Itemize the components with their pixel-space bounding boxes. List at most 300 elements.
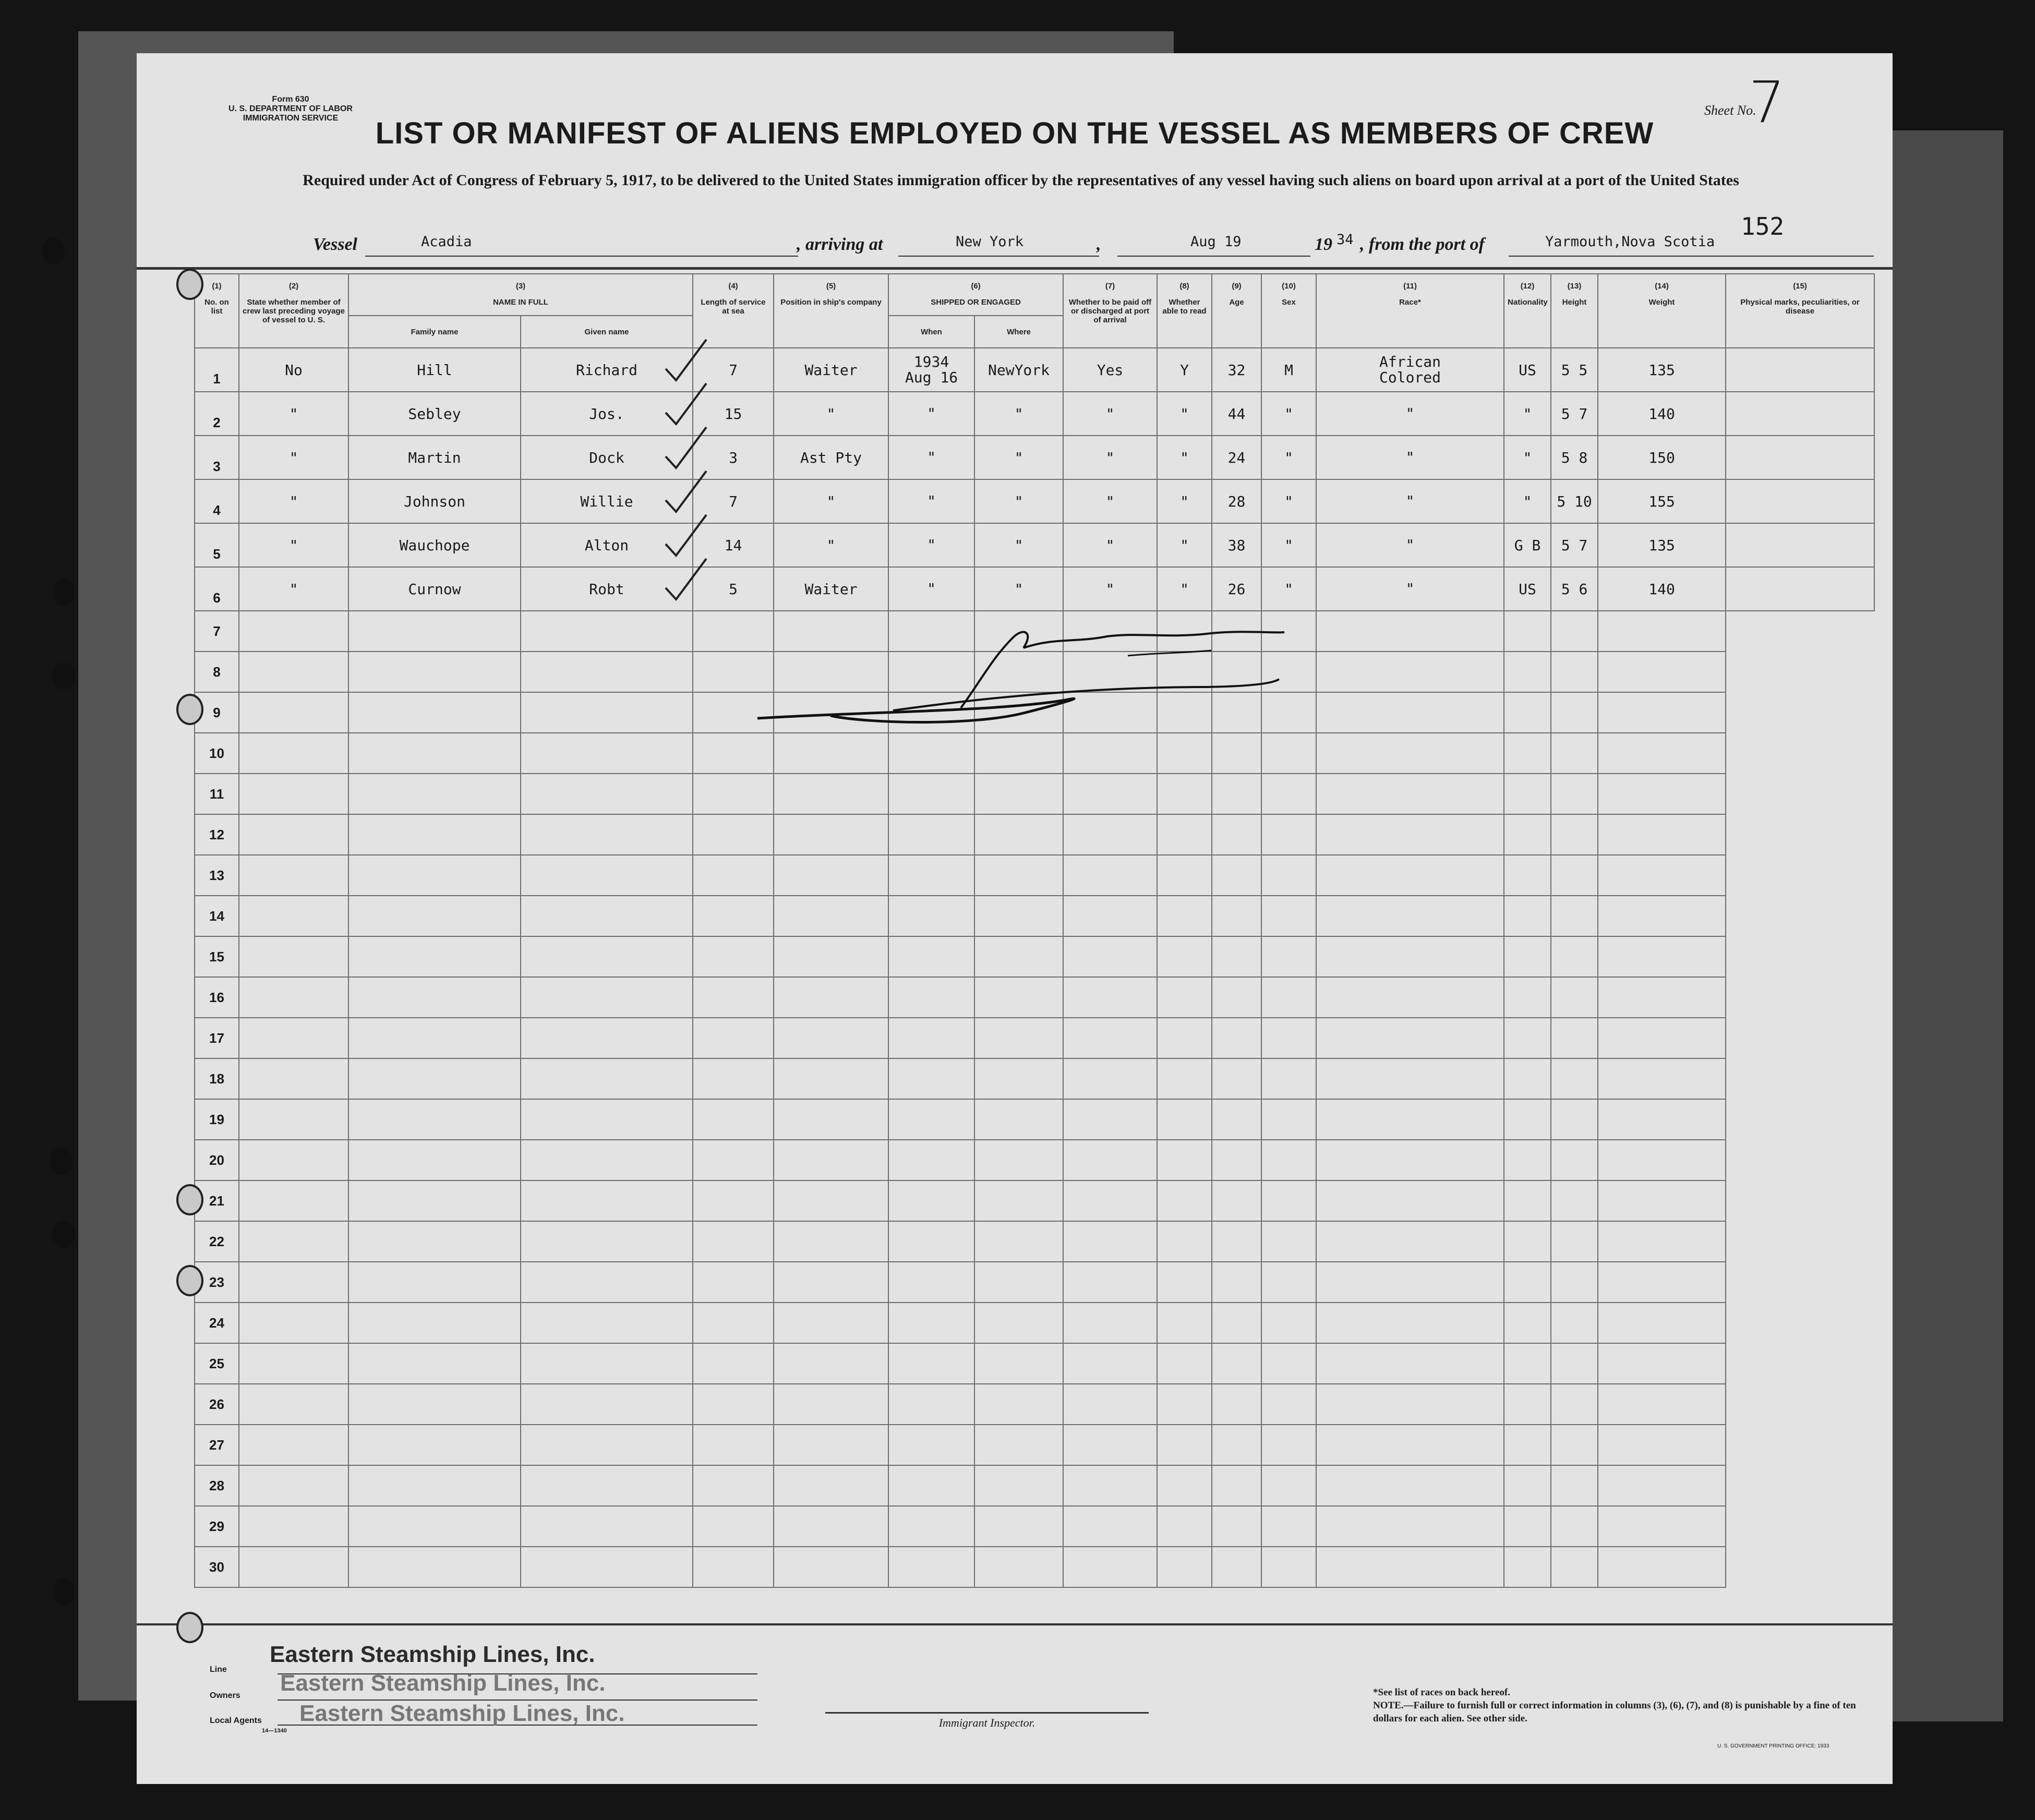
blank-cell	[1598, 1140, 1726, 1180]
blank-cell	[1504, 652, 1551, 692]
blank-cell	[521, 1180, 693, 1221]
punch-hole	[176, 694, 203, 725]
blank-cell	[774, 611, 888, 652]
blank-cell	[774, 1018, 888, 1058]
blank-cell	[1063, 652, 1157, 692]
blank-cell	[348, 1465, 521, 1506]
shipped-where-cell: "	[974, 479, 1063, 523]
blank-cell	[1316, 1384, 1504, 1425]
blank-cell	[1261, 855, 1316, 896]
printer-imprint: U. S. GOVERNMENT PRINTING OFFICE: 1933	[1717, 1743, 1829, 1749]
blank-cell	[888, 814, 974, 855]
blank-cell	[974, 1384, 1063, 1425]
table-row	[195, 348, 1874, 392]
blank-cell	[888, 1547, 974, 1587]
row-number: 9	[195, 692, 239, 733]
blank-cell	[239, 1384, 348, 1425]
empty-row	[195, 936, 1874, 977]
blank-cell	[1551, 1140, 1598, 1180]
blank-cell	[1316, 733, 1504, 774]
blank-cell	[1316, 855, 1504, 896]
blank-cell	[348, 1018, 521, 1058]
blank-cell	[1261, 977, 1316, 1018]
row-number: 22	[195, 1221, 239, 1262]
from-port-label: , from the port of	[1360, 235, 1485, 254]
col-given-name-header: Given name	[521, 316, 693, 348]
blank-cell	[1063, 1547, 1157, 1587]
race-cell	[1316, 392, 1504, 436]
blank-cell	[1551, 1058, 1598, 1099]
blank-cell	[1063, 1262, 1157, 1303]
blank-cell	[974, 977, 1063, 1018]
weight-cell: 140	[1598, 392, 1726, 436]
blank-cell	[1598, 1425, 1726, 1465]
shipped-when-cell	[888, 479, 974, 523]
marks-cell	[1726, 392, 1874, 436]
shipped-date: "	[927, 536, 936, 553]
blank-cell	[774, 774, 888, 814]
prev-voyage-cell: "	[239, 567, 348, 611]
position-cell: Waiter	[774, 567, 888, 611]
marks-cell	[1726, 523, 1874, 567]
weight-cell: 135	[1598, 348, 1726, 392]
blank-cell	[974, 1180, 1063, 1221]
blank-cell	[1316, 936, 1504, 977]
blank-cell	[888, 977, 974, 1018]
blank-cell	[1157, 1262, 1212, 1303]
blank-cell	[774, 1506, 888, 1547]
blank-cell	[1316, 1058, 1504, 1099]
blank-cell	[1316, 1547, 1504, 1587]
blank-cell	[1261, 1221, 1316, 1262]
blank-cell	[1157, 1018, 1212, 1058]
given-name-cell: Robt	[521, 567, 693, 611]
blank-cell	[1212, 977, 1261, 1018]
shipped-when-cell	[888, 436, 974, 479]
blank-cell	[521, 1262, 693, 1303]
table-row	[195, 479, 1874, 523]
stamp-line: Eastern Steamship Lines, Inc.	[270, 1642, 595, 1667]
stamp-owners: Eastern Steamship Lines, Inc.	[280, 1670, 606, 1696]
blank-cell	[693, 936, 774, 977]
row-number: 14	[195, 896, 239, 936]
blank-cell	[1551, 814, 1598, 855]
blank-cell	[1551, 1425, 1598, 1465]
col-sex-header: (10) Sex	[1261, 274, 1316, 348]
check-mark	[661, 556, 708, 602]
blank-cell	[1212, 1547, 1261, 1587]
voyage-line: Vessel Acadia , arriving at New York , Aug 19 19 34 , from the port of Yarmouth,Nova Scotia	[137, 230, 1893, 261]
row-number: 1	[195, 348, 239, 392]
blank-cell	[521, 1425, 693, 1465]
race-value: "	[1405, 449, 1415, 466]
age-cell: 24	[1212, 436, 1261, 479]
blank-cell	[974, 1303, 1063, 1343]
blank-cell	[348, 733, 521, 774]
marks-cell	[1726, 567, 1874, 611]
blank-cell	[1157, 1465, 1212, 1506]
blank-cell	[1551, 652, 1598, 692]
check-mark	[661, 336, 708, 383]
blank-cell	[888, 1221, 974, 1262]
blank-cell	[1551, 1547, 1598, 1587]
empty-row	[195, 1180, 1874, 1221]
race-value: "	[1405, 405, 1415, 422]
blank-cell	[774, 1384, 888, 1425]
shipped-when-cell	[888, 567, 974, 611]
owners-label: Owners	[210, 1691, 240, 1700]
position-cell: "	[774, 479, 888, 523]
check-mark	[661, 380, 708, 427]
blank-cell	[1212, 652, 1261, 692]
blank-cell	[348, 1262, 521, 1303]
blank-cell	[1212, 1262, 1261, 1303]
blank-cell	[1212, 1058, 1261, 1099]
blank-cell	[1504, 1262, 1551, 1303]
blank-cell	[1063, 774, 1157, 814]
blank-cell	[693, 1140, 774, 1180]
blank-cell	[888, 896, 974, 936]
from-port: Yarmouth,Nova Scotia	[1545, 234, 1715, 250]
blank-cell	[774, 1099, 888, 1140]
blank-cell	[1598, 936, 1726, 977]
prev-voyage-cell: "	[239, 479, 348, 523]
blank-cell	[1157, 1343, 1212, 1384]
empty-row	[195, 774, 1874, 814]
given-name-cell: Alton	[521, 523, 693, 567]
blank-cell	[1261, 1058, 1316, 1099]
blank-cell	[521, 733, 693, 774]
col-shipped-header: (6) SHIPPED OR ENGAGED	[888, 274, 1063, 316]
blank-cell	[1212, 1425, 1261, 1465]
col-family-name-header: Family name	[348, 316, 521, 348]
blank-cell	[348, 1140, 521, 1180]
blank-cell	[693, 733, 774, 774]
blank-cell	[1598, 611, 1726, 652]
manifest-page	[137, 53, 1893, 1784]
paid-off-cell: "	[1063, 392, 1157, 436]
blank-cell	[974, 855, 1063, 896]
sex-cell: "	[1261, 523, 1316, 567]
service-length-cell: 14	[693, 523, 774, 567]
row-number: 11	[195, 774, 239, 814]
blank-cell	[1157, 1221, 1212, 1262]
blank-cell	[1504, 936, 1551, 977]
blank-cell	[1316, 1180, 1504, 1221]
race-value: "	[1405, 492, 1415, 510]
blank-cell	[1316, 1018, 1504, 1058]
blank-cell	[974, 1425, 1063, 1465]
table-row	[195, 392, 1874, 436]
row-number: 5	[195, 523, 239, 567]
blank-cell	[521, 855, 693, 896]
given-name-cell: Dock	[521, 436, 693, 479]
check-mark	[661, 512, 708, 559]
blank-cell	[1157, 1547, 1212, 1587]
blank-cell	[1316, 1221, 1504, 1262]
blank-cell	[239, 1058, 348, 1099]
race-value: "	[1405, 580, 1415, 597]
blank-cell	[1063, 814, 1157, 855]
blank-cell	[1551, 611, 1598, 652]
service-length-cell: 7	[693, 348, 774, 392]
blank-cell	[1504, 1465, 1551, 1506]
blank-cell	[348, 1384, 521, 1425]
empty-row	[195, 896, 1874, 936]
blank-cell	[1598, 1262, 1726, 1303]
blank-cell	[974, 1465, 1063, 1506]
blank-cell	[1261, 1343, 1316, 1384]
given-name-cell: Willie	[521, 479, 693, 523]
marks-cell	[1726, 436, 1874, 479]
shipped-where-cell: "	[974, 392, 1063, 436]
blank-cell	[774, 977, 888, 1018]
nationality-cell: "	[1504, 436, 1551, 479]
blank-cell	[521, 936, 693, 977]
empty-row	[195, 1058, 1874, 1099]
footer-form-code: 14—1340	[262, 1728, 287, 1734]
blank-cell	[1157, 1140, 1212, 1180]
blank-cell	[348, 1343, 521, 1384]
blank-cell	[693, 1099, 774, 1140]
blank-cell	[239, 733, 348, 774]
paid-off-cell: "	[1063, 567, 1157, 611]
blank-cell	[974, 1221, 1063, 1262]
blank-cell	[239, 1262, 348, 1303]
blank-cell	[1157, 1384, 1212, 1425]
blank-cell	[1504, 1058, 1551, 1099]
blank-cell	[1598, 1018, 1726, 1058]
blank-cell	[348, 1099, 521, 1140]
shipped-where-cell: "	[974, 436, 1063, 479]
col-service-header: (4) Length of service at sea	[693, 274, 774, 348]
blank-cell	[239, 1343, 348, 1384]
col-prev-voyage-header: (2) State whether member of crew last preceding voyage of vessel to U. S.	[239, 274, 348, 348]
blank-cell	[1316, 611, 1504, 652]
col-marks-header: (15) Physical marks, peculiarities, or disease	[1726, 274, 1874, 348]
row-number: 21	[195, 1180, 239, 1221]
blank-cell	[1598, 733, 1726, 774]
blank-cell	[1063, 1018, 1157, 1058]
blank-cell	[239, 1180, 348, 1221]
arrival-year: 34	[1336, 232, 1354, 248]
blank-cell	[774, 652, 888, 692]
blank-cell	[974, 1018, 1063, 1058]
blank-cell	[1551, 936, 1598, 977]
race-value: Colored	[1379, 369, 1441, 386]
blank-cell	[1063, 611, 1157, 652]
blank-cell	[1598, 1547, 1726, 1587]
arrival-date: Aug 19	[1190, 234, 1242, 250]
height-cell: 5 6	[1551, 567, 1598, 611]
blank-cell	[1598, 1343, 1726, 1384]
blank-cell	[1157, 1303, 1212, 1343]
blank-cell	[1157, 774, 1212, 814]
blank-cell	[774, 1140, 888, 1180]
blank-cell	[774, 1547, 888, 1587]
blank-cell	[888, 936, 974, 977]
empty-row	[195, 1465, 1874, 1506]
blank-cell	[1261, 896, 1316, 936]
family-name-cell: Wauchope	[348, 523, 521, 567]
blank-cell	[1316, 1506, 1504, 1547]
col-height-header: (13) Height	[1551, 274, 1598, 348]
row-number: 10	[195, 733, 239, 774]
blank-cell	[974, 1099, 1063, 1140]
blank-cell	[693, 855, 774, 896]
row-number: 8	[195, 652, 239, 692]
blank-cell	[239, 977, 348, 1018]
row-number: 13	[195, 855, 239, 896]
row-number: 24	[195, 1303, 239, 1343]
blank-cell	[1551, 1303, 1598, 1343]
blank-cell	[1063, 1425, 1157, 1465]
blank-cell	[1063, 692, 1157, 733]
blank-cell	[1551, 1343, 1598, 1384]
blank-cell	[693, 652, 774, 692]
col-name-header: (3) NAME IN FULL	[348, 274, 693, 316]
blank-cell	[888, 1140, 974, 1180]
penalty-note: NOTE.—Failure to furnish full or correct information in columns (3), (6), (7), and (8) is punishable by a fine of ten dollars for each alien. See other side.	[1373, 1700, 1856, 1724]
blank-cell	[1212, 1506, 1261, 1547]
blank-cell	[888, 1384, 974, 1425]
line-label: Line	[210, 1665, 227, 1674]
nationality-cell: US	[1504, 348, 1551, 392]
row-number: 23	[195, 1262, 239, 1303]
age-cell: 38	[1212, 523, 1261, 567]
weight-cell: 155	[1598, 479, 1726, 523]
blank-cell	[1157, 1425, 1212, 1465]
blank-cell	[1212, 1180, 1261, 1221]
blank-cell	[693, 1180, 774, 1221]
blank-cell	[774, 936, 888, 977]
punch-hole	[50, 1148, 73, 1175]
form-number: Form 630	[272, 95, 309, 104]
blank-cell	[1598, 652, 1726, 692]
able-to-read-cell: "	[1157, 392, 1212, 436]
height-cell: 5 5	[1551, 348, 1598, 392]
sex-cell: M	[1261, 348, 1316, 392]
blank-cell	[1157, 1099, 1212, 1140]
blank-cell	[693, 1262, 774, 1303]
blank-cell	[521, 1303, 693, 1343]
family-name-cell: Sebley	[348, 392, 521, 436]
blank-cell	[1504, 1018, 1551, 1058]
height-cell: 5 10	[1551, 479, 1598, 523]
blank-cell	[239, 1465, 348, 1506]
blank-cell	[521, 814, 693, 855]
blank-cell	[1212, 611, 1261, 652]
position-cell: "	[774, 523, 888, 567]
blank-cell	[239, 1018, 348, 1058]
shipped-date: Aug 16	[905, 369, 958, 386]
blank-cell	[888, 1343, 974, 1384]
blank-cell	[1261, 936, 1316, 977]
blank-cell	[348, 1180, 521, 1221]
blank-cell	[1316, 1140, 1504, 1180]
blank-cell	[1316, 896, 1504, 936]
blank-cell	[1261, 1303, 1316, 1343]
row-number: 3	[195, 436, 239, 479]
blank-cell	[888, 692, 974, 733]
blank-cell	[1212, 1221, 1261, 1262]
race-value: "	[1405, 536, 1415, 553]
blank-cell	[1157, 936, 1212, 977]
blank-cell	[1504, 1343, 1551, 1384]
blank-cell	[1212, 855, 1261, 896]
blank-cell	[239, 611, 348, 652]
empty-row	[195, 733, 1874, 774]
blank-cell	[348, 1058, 521, 1099]
col-nationality-header: (12) Nationality	[1504, 274, 1551, 348]
blank-cell	[1212, 936, 1261, 977]
blank-cell	[1504, 1506, 1551, 1547]
prev-voyage-cell: "	[239, 436, 348, 479]
blank-cell	[1598, 692, 1726, 733]
blank-cell	[974, 1262, 1063, 1303]
blank-cell	[1504, 1425, 1551, 1465]
empty-row	[195, 1384, 1874, 1425]
blank-cell	[1063, 1303, 1157, 1343]
blank-cell	[1551, 1384, 1598, 1425]
blank-cell	[521, 977, 693, 1018]
blank-cell	[1063, 1465, 1157, 1506]
empty-row	[195, 1303, 1874, 1343]
position-cell: Waiter	[774, 348, 888, 392]
blank-cell	[1598, 1506, 1726, 1547]
blank-cell	[1598, 1221, 1726, 1262]
blank-cell	[1551, 774, 1598, 814]
marks-cell	[1726, 348, 1874, 392]
inspector-label: Immigrant Inspector.	[938, 1716, 1035, 1729]
blank-cell	[1316, 814, 1504, 855]
blank-cell	[521, 1384, 693, 1425]
empty-row	[195, 1018, 1874, 1058]
row-number: 2	[195, 392, 239, 436]
crew-table	[194, 273, 1875, 1588]
family-name-cell: Johnson	[348, 479, 521, 523]
blank-cell	[1316, 1303, 1504, 1343]
blank-cell	[693, 977, 774, 1018]
empty-row	[195, 1099, 1874, 1140]
blank-cell	[1261, 1506, 1316, 1547]
blank-cell	[974, 611, 1063, 652]
col-age-header: (9) Age	[1212, 274, 1261, 348]
blank-cell	[348, 1221, 521, 1262]
blank-cell	[1063, 855, 1157, 896]
empty-row	[195, 1262, 1874, 1303]
blank-cell	[1551, 692, 1598, 733]
blank-cell	[693, 1506, 774, 1547]
blank-cell	[1157, 896, 1212, 936]
blank-cell	[774, 1425, 888, 1465]
blank-cell	[1598, 896, 1726, 936]
race-cell	[1316, 523, 1504, 567]
punch-hole	[176, 269, 203, 300]
blank-cell	[888, 1465, 974, 1506]
blank-cell	[348, 652, 521, 692]
able-to-read-cell: "	[1157, 436, 1212, 479]
row-number: 28	[195, 1465, 239, 1506]
blank-cell	[1157, 652, 1212, 692]
blank-cell	[348, 1547, 521, 1587]
blank-cell	[348, 611, 521, 652]
empty-row	[195, 977, 1874, 1018]
blank-cell	[774, 1303, 888, 1343]
blank-cell	[1504, 1099, 1551, 1140]
blank-cell	[693, 1018, 774, 1058]
blank-cell	[888, 1303, 974, 1343]
